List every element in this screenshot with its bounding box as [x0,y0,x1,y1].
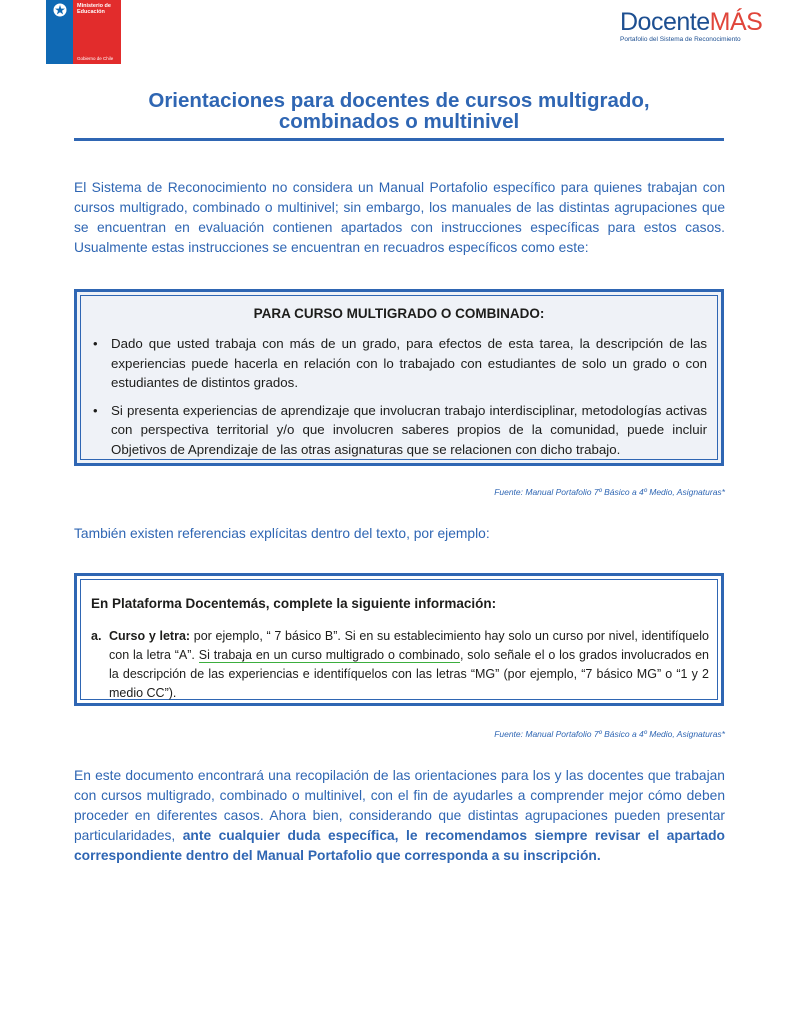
title-line-1: Orientaciones para docentes de cursos multigrado, [148,89,650,112]
item-text: por ejemplo, “ 7 básico B”. Si en su establecimiento hay solo un curso por nivel, identifíquelo con la letra “A”. [109,629,709,662]
closing-paragraph [74,766,725,866]
title-divider [74,138,724,141]
box-title: En Plataforma Docentemás, complete la siguiente información: [91,596,497,611]
bullet-icon: • [93,402,98,418]
underlined-text: Si trabaja en un curso multigrado o combinado [198,648,460,662]
explicit-references-paragraph: También existen referencias explícitas dentro del texto, por ejemplo: [74,526,490,541]
item-letter: a. [91,629,102,643]
platform-example-box [74,573,724,706]
box-title: PARA CURSO MULTIGRADO O COMBINADO: [253,306,545,321]
list-item-text: Dado que usted trabaja con más de un grado, para efectos de esta tarea, la descripción de las experiencias puede hacerla en relación con lo trabajado con estudiantes de solo un grado o con estudiantes de distintos grados. [111,336,707,390]
bullet-icon: • [93,336,98,351]
brand-name-part1: Docente [620,8,710,36]
item-label: Curso y letra: [109,629,191,643]
list-item [91,627,709,703]
list-item-text: Si presenta experiencias de aprendizaje que involucran trabajo interdisciplinar, metodologías activas con perspectiva territorial y/o que involucren saberes propios de la comunidad, puede incluir Objetivos de Aprendizaje de las otras asignaturas que se relacionen con dicho trabajo. [111,402,707,457]
title-line-2: combinados o multinivel [278,110,520,133]
logo-red-band [73,0,121,64]
coat-of-arms-icon [52,2,68,18]
list-item [91,401,707,460]
intro-paragraph: El Sistema de Reconocimiento no considera un Manual Portafolio específico para quienes trabajan con cursos multigrado, combinado o multinivel; sin embargo, los manuales de las distintas agrupaciones que se encuentran en evaluación contienen apartados con instrucciones específicas para estos casos. Usualmente estas instrucciones se encuentran en recuadros específicos como este: [74,180,725,255]
brand-name [620,8,763,36]
closing-emphasis: ante cualquier duda específica, le recomendamos siempre revisar el apartado correspondiente dentro del Manual Portafolio que corresponda a su inscripción. [74,828,725,863]
ministry-logo [46,0,121,64]
item-text: , solo señale el o los grados involucrados en la descripción de las experiencias e identifíquelos con las letras “MG” (por ejemplo, “7 básico MG” o “1 y 2 medio CC”). [109,648,710,700]
closing-text: En este documento encontrará una recopilación de las orientaciones para los y las docentes que trabajan con cursos multigrado, combinado o multinivel, con el fin de ayudarles a comprender mejor cómo deben proceder en diferentes casos. Ahora bien, considerando que distintas agrupaciones pueden presentar particularidades, [74,768,725,843]
docentemas-logo [620,8,763,43]
ministry-name: Ministerio de Educación [77,3,111,15]
brand-name-part2: MÁS [709,8,763,36]
list-item [91,334,707,393]
logo-blue-band [46,0,73,64]
instruction-list [91,334,707,467]
page-title [74,90,724,132]
brand-tagline: Portafolio del Sistema de Reconocimiento [620,36,741,43]
government-name: Gobierno de Chile [77,56,114,61]
source-note: Fuente: Manual Portafolio 7º Básico a 4º Medio, Asignaturas* [494,487,725,497]
source-note: Fuente: Manual Portafolio 7º Básico a 4º Medio, Asignaturas* [494,729,725,739]
multigrade-instructions-box [74,289,724,466]
